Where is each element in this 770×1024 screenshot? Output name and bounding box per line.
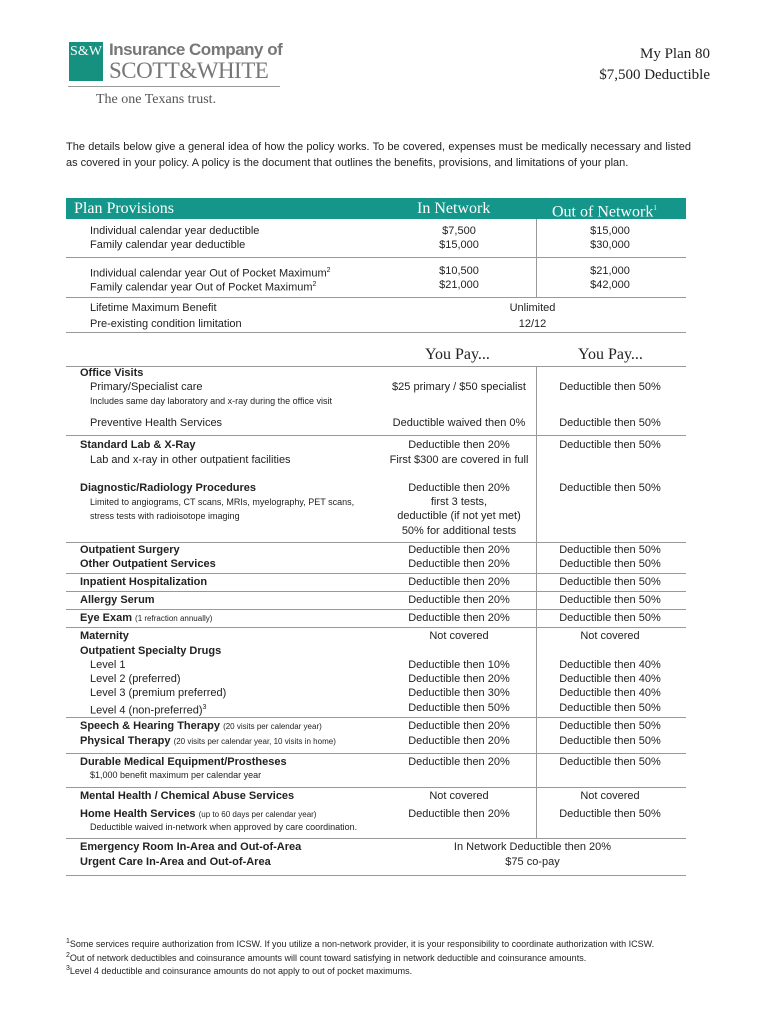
table-row: Other Outpatient Services Deductible then 20% Deductible then 50% [80, 558, 661, 570]
table-row: Includes same day laboratory and x-ray during the office visit [90, 396, 332, 406]
table-row: Individual calendar year deductible $7,500 $15,000 [90, 225, 630, 237]
row-divider [66, 627, 686, 628]
table-row: Level 1 Deductible then 10% Deductible then 40% [90, 659, 661, 671]
table-row: Outpatient Specialty Drugs [80, 645, 222, 657]
table-header [66, 198, 686, 219]
row-divider [66, 838, 686, 839]
footnote: $^1$Some services require authorization from ICSW. If you utilize a non-network provider, it is your responsibility to coordinate authorization with ICSW. [66, 938, 655, 949]
tagline: The one Texans trust. [96, 92, 217, 107]
table-row: Outpatient Surgery Deductible then 20% Deductible then 50% [80, 544, 661, 556]
footnote: $^3$Level 4 deductible and coinsurance amounts do not apply to out of pocket maximums. [66, 965, 413, 976]
row-divider [66, 332, 686, 333]
table-row: Family calendar year deductible $15,000 $30,000 [90, 239, 630, 251]
header-provisions: Plan Provisions [74, 200, 175, 217]
header-in-network: In Network [417, 200, 491, 217]
table-row: Emergency Room In-Area and Out-of-Area In Network Deductible then 20% [80, 841, 612, 853]
table-row: Standard Lab & X-Ray Deductible then 20% Deductible then 50% [80, 439, 661, 451]
you-pay-in-header: You Pay... [425, 346, 490, 363]
table-row: Speech & Hearing Therapy (20 visits per calendar year) Deductible then 20% Deductible then 50% [80, 720, 661, 732]
row-divider [66, 609, 686, 610]
plan-deductible: $7,500 Deductible [599, 67, 710, 83]
table-row: Primary/Specialist care $25 primary / $50 specialist Deductible then 50% [90, 381, 661, 393]
table-row: Lifetime Maximum Benefit Unlimited [90, 302, 556, 314]
table-row: 50% for additional tests [401, 525, 517, 537]
row-divider [66, 753, 686, 754]
row-divider [66, 573, 686, 574]
table-row: Individual calendar year Out of Pocket Maximum$^2$ $10,500 $21,000 [90, 265, 630, 280]
intro-text: The details below give a general idea of how the policy works. To be covered, expenses must be medically necessary and listed as covered in your policy. A policy is the document that outlines the benefits, provisions, and limitations of your plan. [66, 141, 691, 169]
table-row: Level 4 (non-preferred)$^3$ Deductible then 50% Deductible then 50% [90, 702, 661, 717]
row-divider [66, 257, 686, 258]
row-divider [66, 875, 686, 876]
table-row: Inpatient Hospitalization Deductible then 20% Deductible then 50% [80, 576, 661, 588]
table-row: Physical Therapy (20 visits per calendar year, 10 visits in home) Deductible then 20% Deductible then 50% [80, 735, 661, 747]
footnote: $^2$Out of network deductibles and coinsurance amounts will count toward satisfying in network deductible and coinsurance amounts. [66, 952, 587, 963]
table-row: Lab and x-ray in other outpatient facilities First $300 are covered in full [90, 454, 529, 466]
table-row: Maternity Not covered Not covered [80, 630, 640, 642]
table-row: Pre-existing condition limitation 12/12 [90, 318, 547, 330]
table-row: stress tests with radioisotope imaging deductible (if not yet met) [90, 510, 521, 522]
plan-name: My Plan 80 [639, 46, 710, 62]
row-divider [66, 435, 686, 436]
you-pay-out-header: You Pay... [578, 346, 643, 363]
table-row: Allergy Serum Deductible then 20% Deductible then 50% [80, 594, 661, 606]
row-divider [66, 717, 686, 718]
logo-line1: Insurance Company of [109, 40, 283, 59]
table-row: Urgent Care In-Area and Out-of-Area $75 co-pay [80, 856, 560, 868]
table-row: Level 3 (premium preferred) Deductible then 30% Deductible then 40% [90, 687, 661, 699]
table-row: Family calendar year Out of Pocket Maximum$^2$ $21,000 $42,000 [90, 279, 630, 294]
table-row: $1,000 benefit maximum per calendar year [90, 770, 262, 780]
logo-divider [68, 86, 280, 87]
table-row: Diagnostic/Radiology Procedures Deductible then 20% Deductible then 50% [80, 482, 661, 494]
table-row: Eye Exam (1 refraction annually) Deductible then 20% Deductible then 50% [80, 612, 661, 624]
row-divider [66, 787, 686, 788]
logo-mark: S&W [69, 42, 103, 81]
table-row: Preventive Health Services Deductible waived then 0% Deductible then 50% [90, 417, 661, 429]
row-divider [66, 591, 686, 592]
row-divider [66, 297, 686, 298]
table-row: Mental Health / Chemical Abuse Services Not covered Not covered [80, 790, 640, 802]
table-row: Durable Medical Equipment/Prostheses Deductible then 20% Deductible then 50% [80, 756, 661, 768]
logo-line2: SCOTT&WHITE [109, 58, 269, 83]
table-row: Level 2 (preferred) Deductible then 20% Deductible then 40% [90, 673, 661, 685]
header-out-network: Out of Network$^1$ [552, 203, 657, 221]
table-row: Deductible waived in-network when approved by care coordination. [90, 822, 358, 832]
table-row: Office Visits [80, 367, 144, 379]
plan-title [599, 44, 710, 86]
table-row: Limited to angiograms, CT scans, MRIs, myelography, PET scans, first 3 tests, [90, 496, 488, 508]
table-row: Home Health Services (up to 60 days per calendar year) Deductible then 20% Deductible then 50% [80, 808, 661, 820]
